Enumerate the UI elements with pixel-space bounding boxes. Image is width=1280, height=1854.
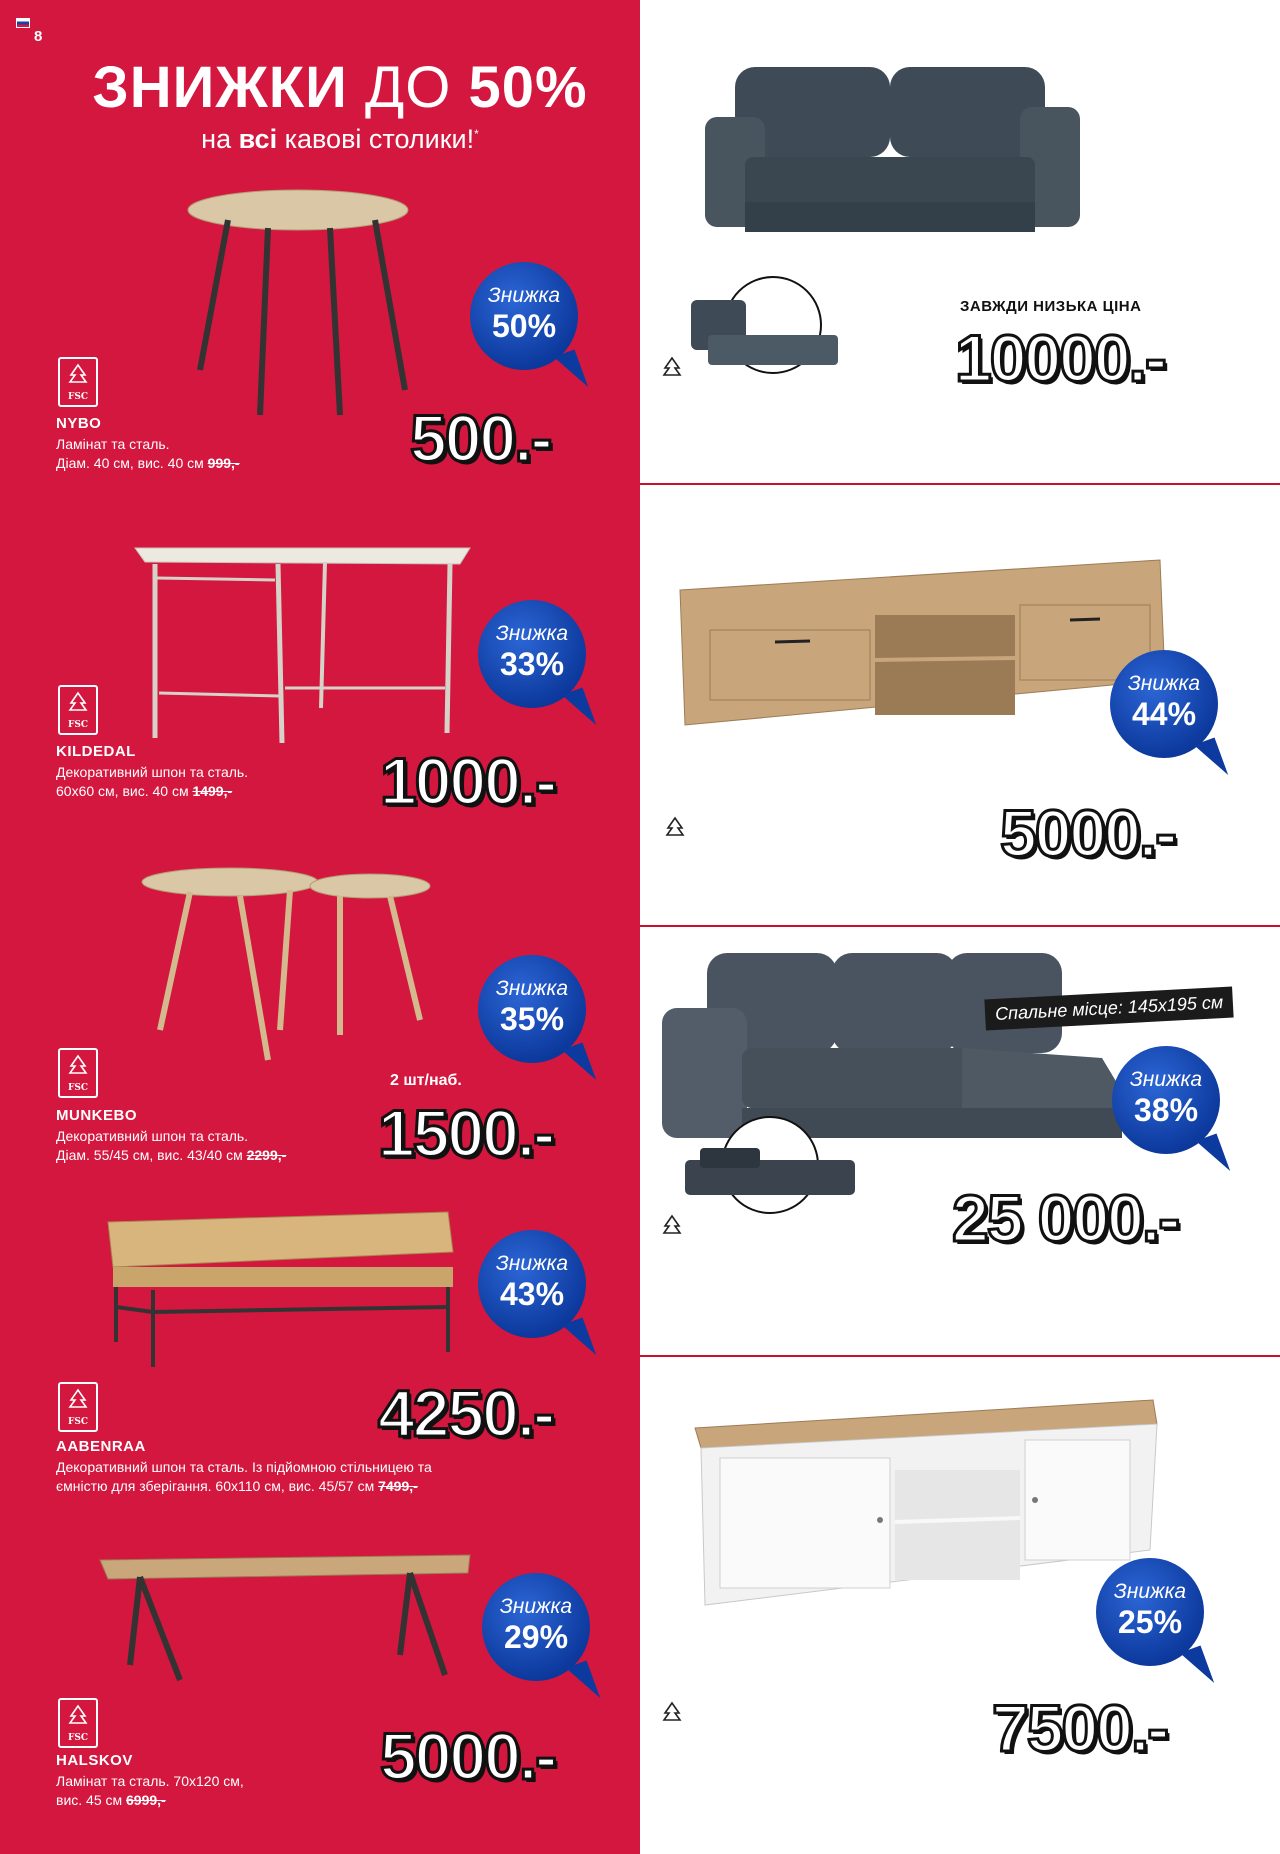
price-munkebo: 1500.- [378, 1096, 554, 1170]
aabenraa-table-image [108, 1212, 458, 1372]
product-name-markskel: Тумба під ТВ MARKSKEL** [651, 1752, 860, 1769]
sleeping-area-tag: Спальне місце: 145x195 см [984, 987, 1234, 1031]
fsc-logo-icon: FSC [58, 1048, 98, 1098]
flag-icon [16, 18, 30, 28]
fsc-logo-icon: FSC [655, 810, 695, 860]
price-nybo: 500.- [410, 401, 551, 475]
product-desc-munkebo: Декоративний шпон та сталь. Діам. 55/45 см, вис. 43/40 см 2299,- [56, 1128, 287, 1163]
skillebekk-sofa-image [705, 62, 1125, 262]
discount-badge-munkebo: Знижка 35% [478, 955, 596, 1073]
product-desc-kildedal: Декоративний шпон та сталь. 60x60 см, вис. 40 см 1499,- [56, 764, 249, 799]
product-name-aabenraa: AABENRAA [56, 1438, 146, 1455]
product-desc-lintrup: Ламінат та ХДФ. 180x40 см, вис. 50 см 8999,- [651, 888, 946, 904]
product-desc-markskel: Ламінат та МДФ. 160x43 см, вис. 54 см 9999,- [651, 1773, 834, 1808]
price-vejlby: 25 000.- [952, 1181, 1179, 1255]
discount-badge-halskov: Знижка 29% [482, 1573, 600, 1691]
price-kildedal: 1000.- [380, 744, 556, 818]
product-desc-aabenraa: Декоративний шпон та сталь. Із підйомною стільницею та ємністю для зберігання. 60x110 см, вис. 45/57 см 7499,- [56, 1459, 432, 1494]
price-halskov: 5000.- [380, 1719, 556, 1793]
fsc-logo-icon: FSC [652, 1695, 692, 1745]
product-name-vejlby: Диван розкладний кутовий VEJLBY** [651, 1263, 945, 1280]
discount-badge-aabenraa: Знижка 43% [478, 1230, 596, 1348]
subhead: на всі кавові столики!* [201, 124, 479, 154]
corner-sofa-bed-detail-image [680, 1130, 870, 1250]
fsc-logo-icon: FSC [58, 1382, 98, 1432]
discount-badge-vejlby: Знижка 38% [1112, 1046, 1230, 1164]
munkebo-table-image [140, 870, 440, 1070]
markskel-tv-stand-image [695, 1400, 1160, 1610]
product-name-halskov: HALSKOV [56, 1752, 133, 1769]
fsc-logo-icon: FSC [58, 685, 98, 735]
discount-badge-markskel: Знижка 25% [1096, 1558, 1214, 1676]
page-number: 8 [34, 28, 43, 45]
fsc-logo-icon: FSC [58, 357, 98, 407]
sofa-bed-detail-image [688, 280, 853, 385]
fsc-logo-icon: FSC [652, 350, 692, 400]
product-desc-vejlby: 3-місний диван із тканинною оббивкою. Подушки сидіння з наповненням із піноматеріалу та блоку пружин боннель. Із ємністю для зберігання. Кут змінний. Габаритні розміри: 243x86/156 см, вис. 86 см 39999,- [651, 1284, 1137, 1338]
headline: ЗНИЖКИ ДО 50% [92, 55, 588, 120]
always-low-price-tag: ЗАВЖДИ НИЗЬКА ЦІНА [960, 298, 1142, 315]
set-quantity-label: 2 шт/наб. [390, 1072, 462, 1089]
discount-badge-lintrup: Знижка 44% [1110, 650, 1228, 768]
fsc-logo-icon: FSC [58, 1698, 98, 1748]
discount-badge-kildedal: Знижка 33% [478, 600, 596, 718]
price-aabenraa: 4250.- [378, 1376, 554, 1450]
kildedal-table-image [135, 548, 475, 748]
product-name-lintrup: Тумба під ТВ LINTRUP** [651, 867, 840, 884]
product-name-munkebo: MUNKEBO [56, 1107, 137, 1124]
divider [640, 483, 1280, 485]
price-lintrup: 5000.- [1000, 796, 1176, 870]
nybo-table-image [180, 190, 420, 440]
lintrup-tv-stand-image [680, 560, 1165, 730]
product-name-skillebekk: Диван розкладний SKILLEBEKK** [651, 408, 916, 425]
price-skillebekk: 10000.- [955, 321, 1165, 395]
divider [640, 1355, 1280, 1357]
halskov-table-image [100, 1555, 480, 1705]
price-markskel: 7500.- [992, 1691, 1168, 1765]
product-desc-halskov: Ламінат та сталь. 70x120 см, вис. 45 см 6999,- [56, 1773, 244, 1808]
fsc-logo-icon: FSC [652, 1208, 692, 1258]
product-desc-skillebekk: 2-місний розкладний диван. Спальне місце: 126x195 см, габаритний розмір: 160x69 см, вис. 78 см [651, 429, 1019, 464]
product-name-kildedal: KILDEDAL [56, 743, 136, 760]
product-name-nybo: NYBO [56, 415, 102, 432]
product-desc-nybo: Ламінат та сталь. Діам. 40 см, вис. 40 см 999,- [56, 436, 240, 471]
divider [640, 925, 1280, 927]
discount-badge-nybo: Знижка 50% [470, 262, 588, 380]
